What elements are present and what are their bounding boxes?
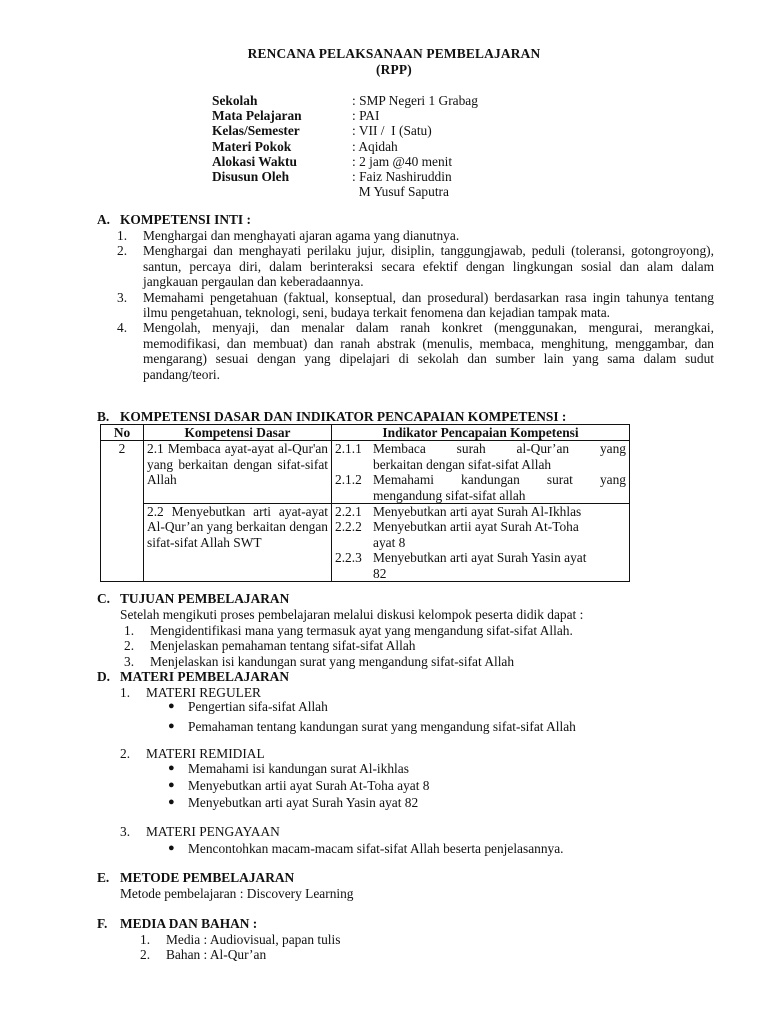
- section-letter: E.: [97, 870, 110, 885]
- info-label: Sekolah: [212, 93, 258, 108]
- list-number: 3.: [124, 653, 135, 669]
- indikator-number: 2.1.1: [335, 441, 362, 457]
- table-header-row: [101, 425, 630, 441]
- group-title: MATERI REMIDIAL: [146, 746, 265, 761]
- list-text: Memahami pengetahuan (faktual, konseptual, dan prosedural) berdasarkan rasa ingin tahunya tentang ilmu pengetahuan, teknologi, seni, budaya terkait fenomena dan kejadian tampak mata.: [143, 289, 714, 321]
- list-number: 1.: [124, 623, 135, 638]
- table-row: [101, 441, 630, 504]
- document-subtitle: (RPP): [376, 62, 412, 77]
- bullet-icon: ●: [168, 842, 175, 854]
- indikator-cell: [332, 441, 630, 504]
- list-item: [164, 778, 430, 795]
- indikator-number: 2.1.2: [335, 472, 362, 488]
- info-label: Materi Pokok: [212, 138, 292, 154]
- indikator-continuation: 82: [373, 565, 387, 581]
- group-title: MATERI REGULER: [146, 685, 261, 700]
- media-list: [140, 932, 737, 963]
- bullet-icon: ●: [168, 796, 175, 808]
- list-text: Memahami isi kandungan surat Al-ikhlas: [188, 761, 409, 776]
- indikator-item: [335, 441, 626, 456]
- list-text: Mengidentifikasi mana yang termasuk ayat yang mengandung sifat-sifat Allah.: [150, 623, 573, 638]
- indikator-text: Menyebutkan arti ayat Surah Yasin ayat: [373, 550, 587, 566]
- tujuan-list: [124, 623, 721, 669]
- list-number: 2.: [120, 746, 131, 761]
- section-letter: B.: [97, 409, 110, 424]
- info-row: [212, 108, 478, 123]
- list-text: Mengolah, menyaji, dan menalar dalam ranah konkret (menggunakan, mengurai, merangkai, memodifikasi, dan membuat) dan ranah abstrak (menulis, membaca, menghitung, menggambar, dan mengarang) sesuai dengan yang dipelajari di sekolah dan sumber lain yang sama dalam sudut pandang/teori.: [143, 320, 714, 382]
- list-item: [124, 654, 721, 669]
- kd-cell: 2.2 Menyebutkan arti ayat-ayat Al-Qur’an yang berkaitan dengan sifat-sifat Allah SWT: [144, 504, 332, 582]
- list-item: [117, 243, 714, 289]
- indikator-continuation: mengandung sifat-sifat allah: [373, 487, 526, 503]
- info-value: : SMP Negeri 1 Grabag: [352, 93, 478, 108]
- indikator-text: Membaca surah al-Qur’an yang: [373, 441, 626, 457]
- kompetensi-inti-list: [117, 228, 714, 382]
- indikator-cell: [332, 504, 630, 582]
- section-letter: C.: [97, 591, 111, 606]
- list-item: [117, 228, 714, 243]
- section-c-heading: [97, 591, 289, 606]
- indikator-number: 2.2.1: [335, 504, 362, 520]
- section-letter: D.: [97, 669, 111, 684]
- section-title: KOMPETENSI DASAR DAN INDIKATOR PENCAPAIAN KOMPETENSI :: [120, 409, 567, 424]
- list-number: 1.: [117, 228, 128, 243]
- list-number: 1.: [140, 932, 151, 947]
- list-item: [164, 719, 576, 739]
- row-number: 2: [101, 441, 144, 582]
- info-row: [212, 169, 478, 184]
- section-letter: A.: [97, 212, 111, 227]
- indikator-text: Memahami kandungan surat yang: [373, 472, 626, 488]
- section-d-heading: [97, 669, 289, 684]
- materi-pengayaan-list: [164, 841, 564, 861]
- bullet-icon: ●: [168, 719, 175, 732]
- indikator-text: Menyebutkan arti ayat Surah Al-Ikhlas: [373, 504, 582, 520]
- list-item: [124, 638, 721, 653]
- column-header-no: No: [101, 425, 144, 441]
- indikator-continuation: ayat 8: [373, 534, 406, 550]
- materi-group-title: [120, 746, 265, 761]
- list-item: [164, 699, 576, 719]
- list-text: Mencontohkan macam-macam sifat-sifat Allah beserta penjelasannya.: [188, 841, 564, 856]
- info-label: Disusun Oleh: [212, 168, 290, 184]
- info-row: [212, 139, 478, 154]
- info-value: : Faiz Nashiruddin: [352, 168, 452, 184]
- materi-group-title: [120, 824, 280, 839]
- bullet-icon: ●: [168, 779, 175, 791]
- list-number: 3.: [117, 289, 128, 305]
- section-e-heading: [97, 870, 294, 885]
- list-text: Bahan : Al-Qur’an: [166, 947, 267, 963]
- section-title: MATERI PEMBELAJARAN: [120, 669, 289, 684]
- list-text: Menyebutkan arti ayat Surah Yasin ayat 82: [188, 795, 419, 810]
- info-value: : VII / I (Satu): [352, 123, 432, 139]
- materi-remidial-list: [164, 761, 430, 812]
- section-title: KOMPETENSI INTI :: [120, 212, 251, 227]
- info-label: Alokasi Waktu: [212, 153, 297, 169]
- list-item: [117, 290, 714, 321]
- list-text: Menyebutkan artii ayat Surah At-Toha ayat 8: [188, 778, 430, 793]
- section-b-heading: [97, 409, 566, 424]
- document-title: RENCANA PELAKSANAAN PEMBELAJARAN: [247, 46, 541, 61]
- info-label: Kelas/Semester: [212, 123, 300, 139]
- list-text: Media : Audiovisual, papan tulis: [166, 932, 341, 947]
- indikator-item: [335, 550, 626, 565]
- list-item: [117, 320, 714, 382]
- bullet-icon: ●: [168, 762, 175, 774]
- metode-text: Metode pembelajaran : Discovery Learning: [120, 886, 354, 901]
- section-letter: F.: [97, 916, 108, 931]
- kd-cell: 2.1 Membaca ayat-ayat al-Qur'an yang berkaitan dengan sifat-sifat Allah: [144, 441, 332, 504]
- list-text: Menghargai dan menghayati perilaku jujur, disiplin, tanggungjawab, peduli (toleransi, gotongroyong), santun, percaya diri, dalam berinteraksi secara efektif dengan lingkungan sosial dan alam dalam jangkauan pergaulan dan keberadaannya.: [143, 243, 714, 290]
- indikator-item: [335, 472, 626, 487]
- list-number: 3.: [120, 824, 131, 839]
- list-number: 2.: [124, 638, 135, 654]
- list-text: Pemahaman tentang kandungan surat yang mengandung sifat-sifat Allah: [188, 718, 576, 734]
- info-row: [212, 184, 478, 199]
- list-number: 1.: [120, 685, 131, 700]
- kompetensi-table: [100, 424, 630, 582]
- list-number: 2.: [140, 947, 151, 963]
- list-text: Pengertian sifa-sifat Allah: [188, 699, 328, 714]
- info-row: [212, 123, 478, 138]
- materi-reguler-list: [164, 699, 576, 738]
- list-item: [164, 795, 430, 812]
- info-value: M Yusuf Saputra: [352, 184, 449, 200]
- table-row: [101, 504, 630, 582]
- section-title: METODE PEMBELAJARAN: [120, 870, 295, 885]
- info-label: [212, 184, 352, 199]
- list-item: [140, 947, 737, 962]
- column-header-kd: Kompetensi Dasar: [144, 425, 332, 441]
- info-value: : 2 jam @40 menit: [352, 153, 453, 169]
- section-title: TUJUAN PEMBELAJARAN: [120, 591, 290, 606]
- list-item: [164, 841, 564, 861]
- list-text: Menjelaskan pemahaman tentang sifat-sifat Allah: [150, 638, 416, 654]
- column-header-indikator: Indikator Pencapaian Kompetensi: [332, 425, 630, 441]
- info-row: [212, 93, 478, 108]
- group-title: MATERI PENGAYAAN: [146, 824, 280, 839]
- list-number: 2.: [117, 243, 128, 259]
- tujuan-intro: Setelah mengikuti proses pembelajaran melalui diskusi kelompok peserta didik dapat :: [120, 607, 584, 622]
- section-a-heading: [97, 212, 251, 227]
- list-item: [140, 932, 737, 947]
- info-value: : PAI: [352, 108, 380, 124]
- bullet-icon: ●: [168, 700, 175, 712]
- indikator-text: Menyebutkan artii ayat Surah At-Toha: [373, 519, 579, 535]
- info-row: [212, 154, 478, 169]
- list-item: [124, 623, 721, 638]
- list-number: 4.: [117, 320, 128, 336]
- indikator-item: [335, 504, 626, 519]
- info-block: [212, 93, 478, 199]
- info-value: : Aqidah: [352, 138, 398, 154]
- section-title: MEDIA DAN BAHAN :: [120, 916, 258, 931]
- info-label: Mata Pelajaran: [212, 108, 302, 124]
- list-item: [164, 761, 430, 778]
- list-text: Menjelaskan isi kandungan surat yang mengandung sifat-sifat Allah: [150, 653, 515, 669]
- list-text: Menghargai dan menghayati ajaran agama yang dianutnya.: [143, 228, 460, 243]
- section-f-heading: [97, 916, 257, 931]
- indikator-continuation: berkaitan dengan sifat-sifat Allah: [373, 456, 552, 472]
- indikator-number: 2.2.3: [335, 550, 362, 566]
- indikator-number: 2.2.2: [335, 519, 362, 535]
- indikator-item: [335, 519, 626, 534]
